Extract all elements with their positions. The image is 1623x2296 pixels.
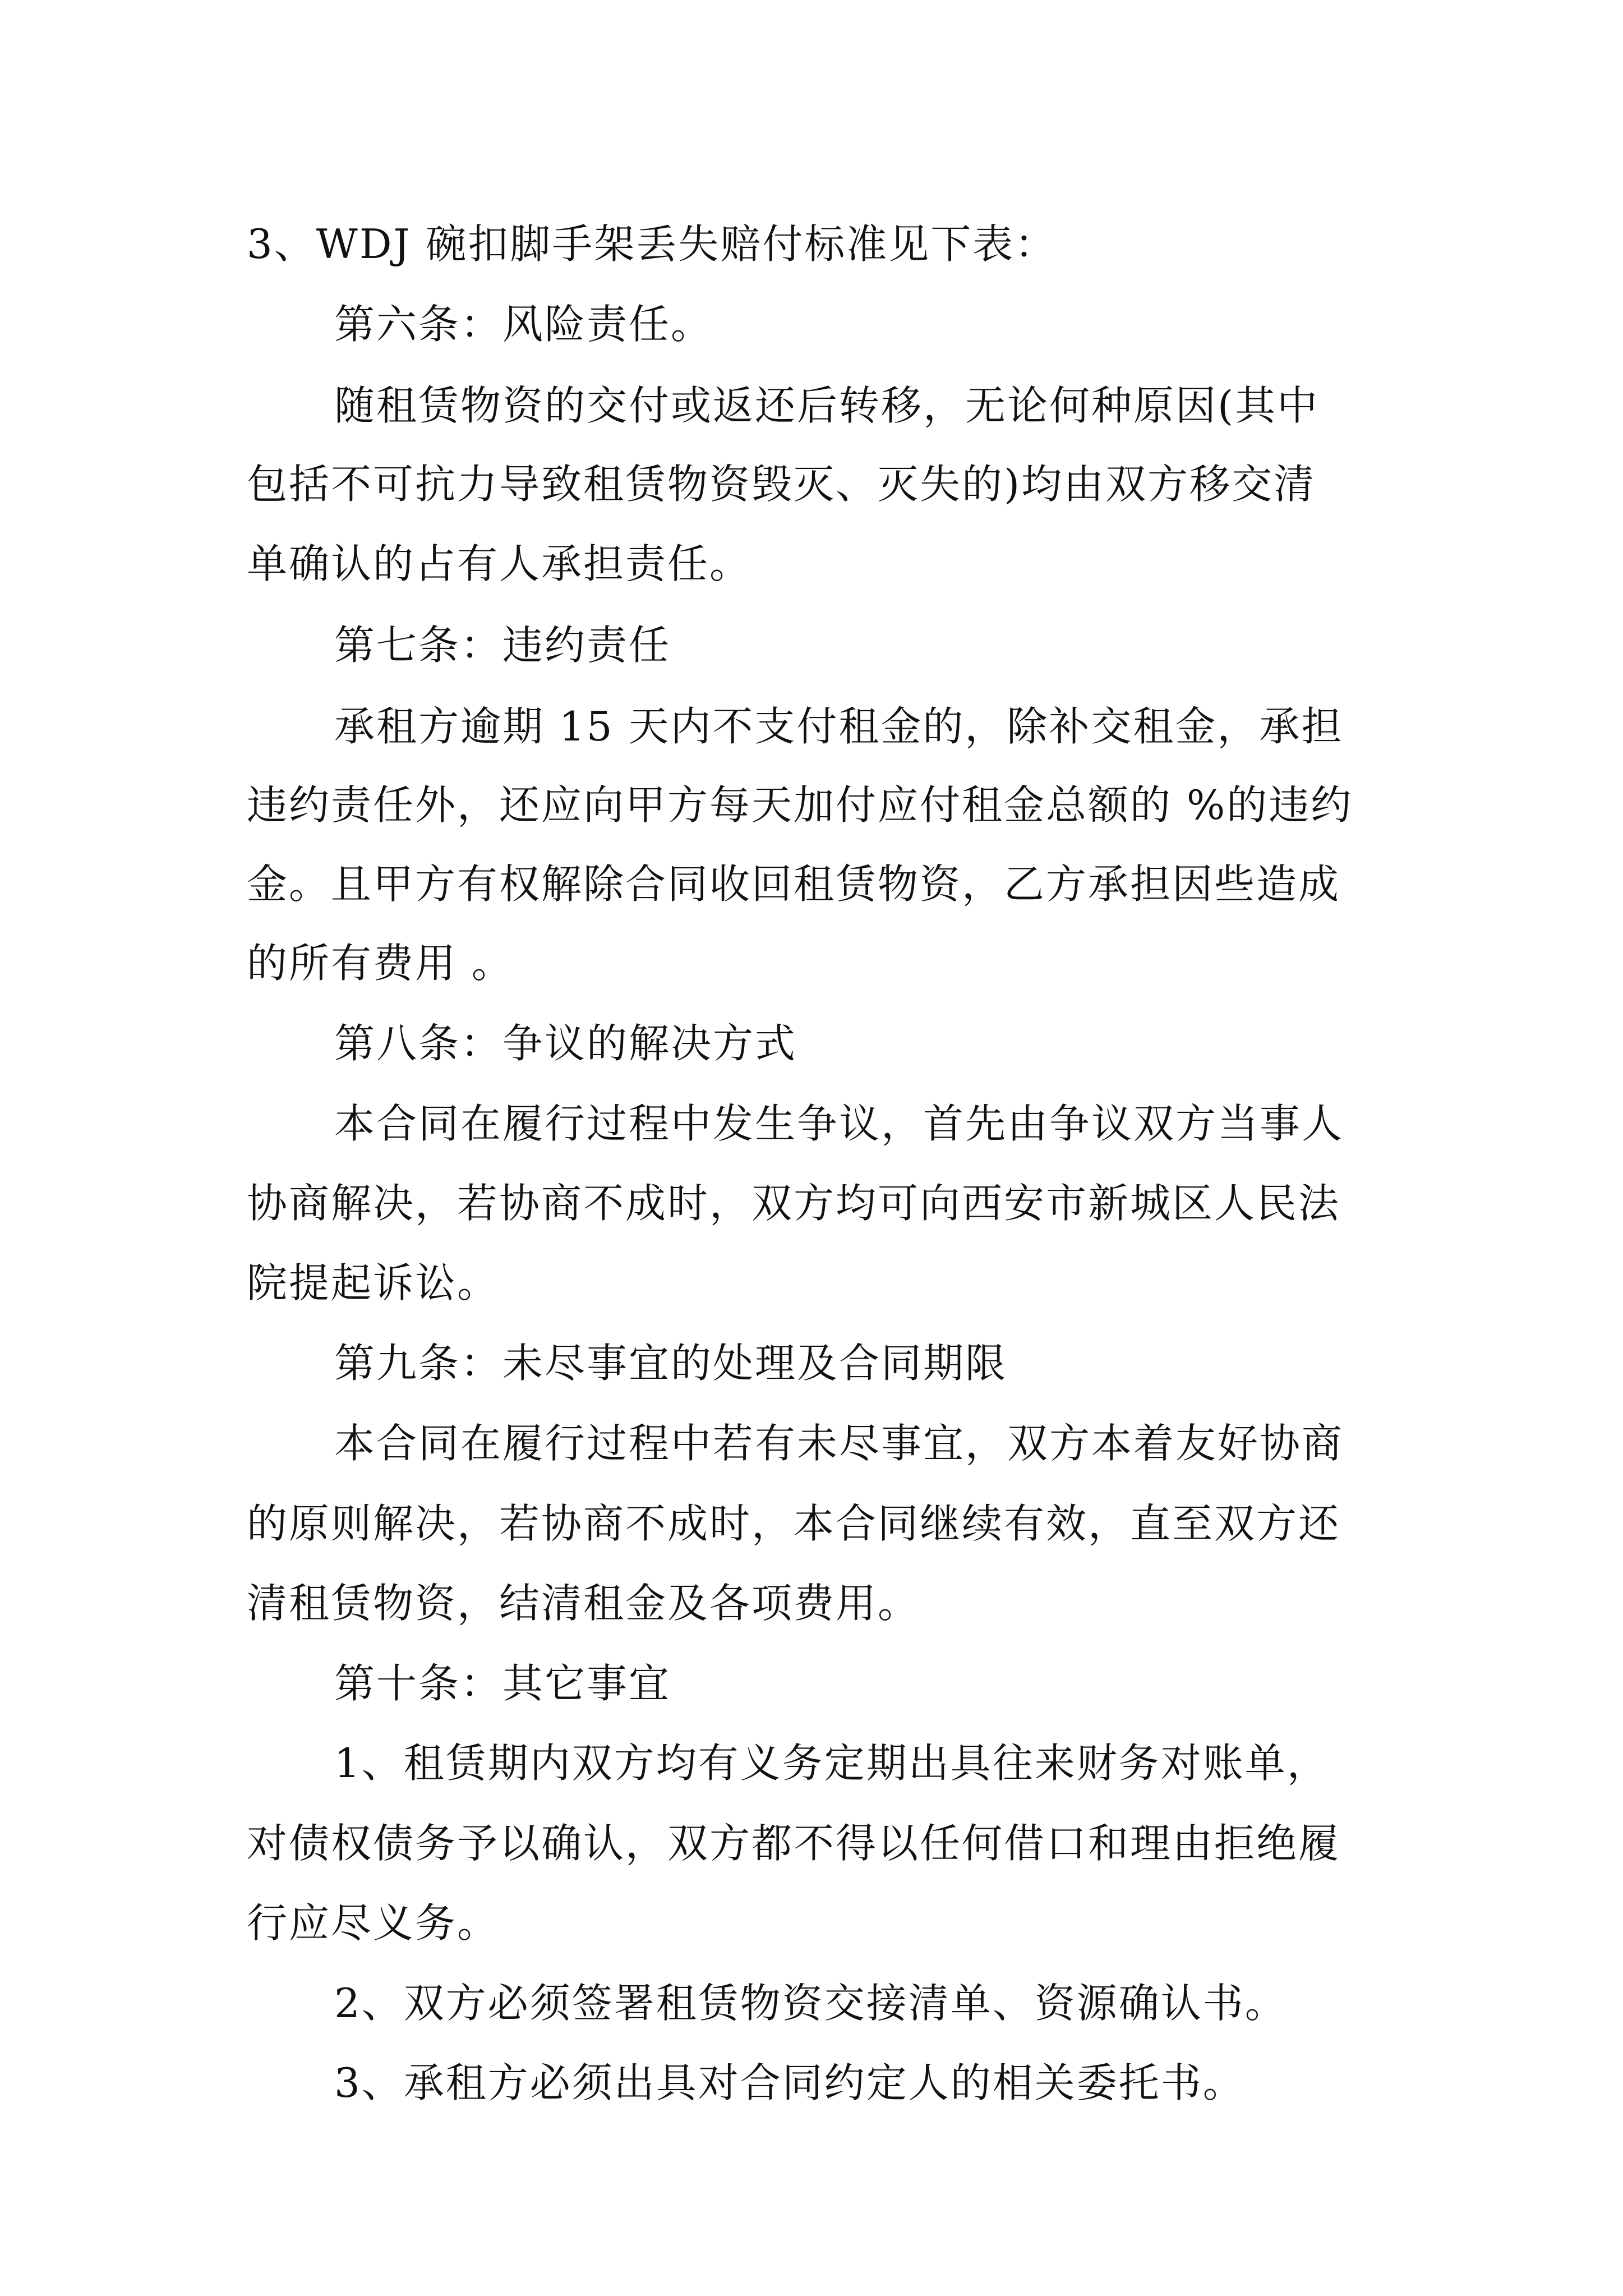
heading-article-9: 第九条：未尽事宜的处理及合同期限 <box>334 1340 1008 1387</box>
paragraph-line: 行应尽义务。 <box>247 1899 500 1947</box>
heading-article-6: 第六条：风险责任。 <box>334 301 713 348</box>
paragraph-line: 对债权债务予以确认，双方都不得以任何借口和理由拒绝履 <box>247 1820 1341 1867</box>
list-item-1: 1、租赁期内双方均有义务定期出具往来财务对账单， <box>334 1740 1329 1787</box>
paragraph-line: 随租赁物资的交付或返还后转移，无论何种原因(其中 <box>334 382 1320 429</box>
heading-article-8: 第八条：争议的解决方式 <box>334 1020 797 1067</box>
text-line-clause-3-compensation: 3、WDJ 碗扣脚手架丢失赔付标准见下表： <box>247 220 1057 268</box>
list-item-2: 2、双方必须签署租赁物资交接清单、资源确认书。 <box>334 1980 1287 2027</box>
paragraph-line: 本合同在履行过程中发生争议，首先由争议双方当事人 <box>334 1100 1344 1147</box>
list-item-3: 3、承租方必须出具对合同约定人的相关委托书。 <box>334 2059 1245 2106</box>
paragraph-line: 金。且甲方有权解除合同收回租赁物资，乙方承担因些造成 <box>247 861 1341 908</box>
paragraph-line: 违约责任外，还应向甲方每天加付应付租金总额的 %的违约 <box>247 781 1353 829</box>
heading-article-7: 第七条：违约责任 <box>334 622 671 669</box>
heading-article-10: 第十条：其它事宜 <box>334 1660 671 1707</box>
paragraph-line: 协商解决，若协商不成时，双方均可向西安市新城区人民法 <box>247 1180 1341 1227</box>
paragraph-line: 院提起诉讼。 <box>247 1259 500 1306</box>
paragraph-line: 的原则解决，若协商不成时，本合同继续有效，直至双方还 <box>247 1500 1341 1547</box>
paragraph-line: 单确认的占有人承担责任。 <box>247 540 752 587</box>
paragraph-line: 本合同在履行过程中若有未尽事宜，双方本着友好协商 <box>334 1420 1344 1467</box>
paragraph-line: 的所有费用 。 <box>247 940 514 987</box>
paragraph-line: 包括不可抗力导致租赁物资毁灭、灭失的)均由双方移交清 <box>247 461 1316 508</box>
paragraph-line: 承租方逾期 15 天内不支付租金的，除补交租金，承担 <box>334 703 1344 750</box>
paragraph-line: 清租赁物资，结清租金及各项费用。 <box>247 1580 920 1627</box>
